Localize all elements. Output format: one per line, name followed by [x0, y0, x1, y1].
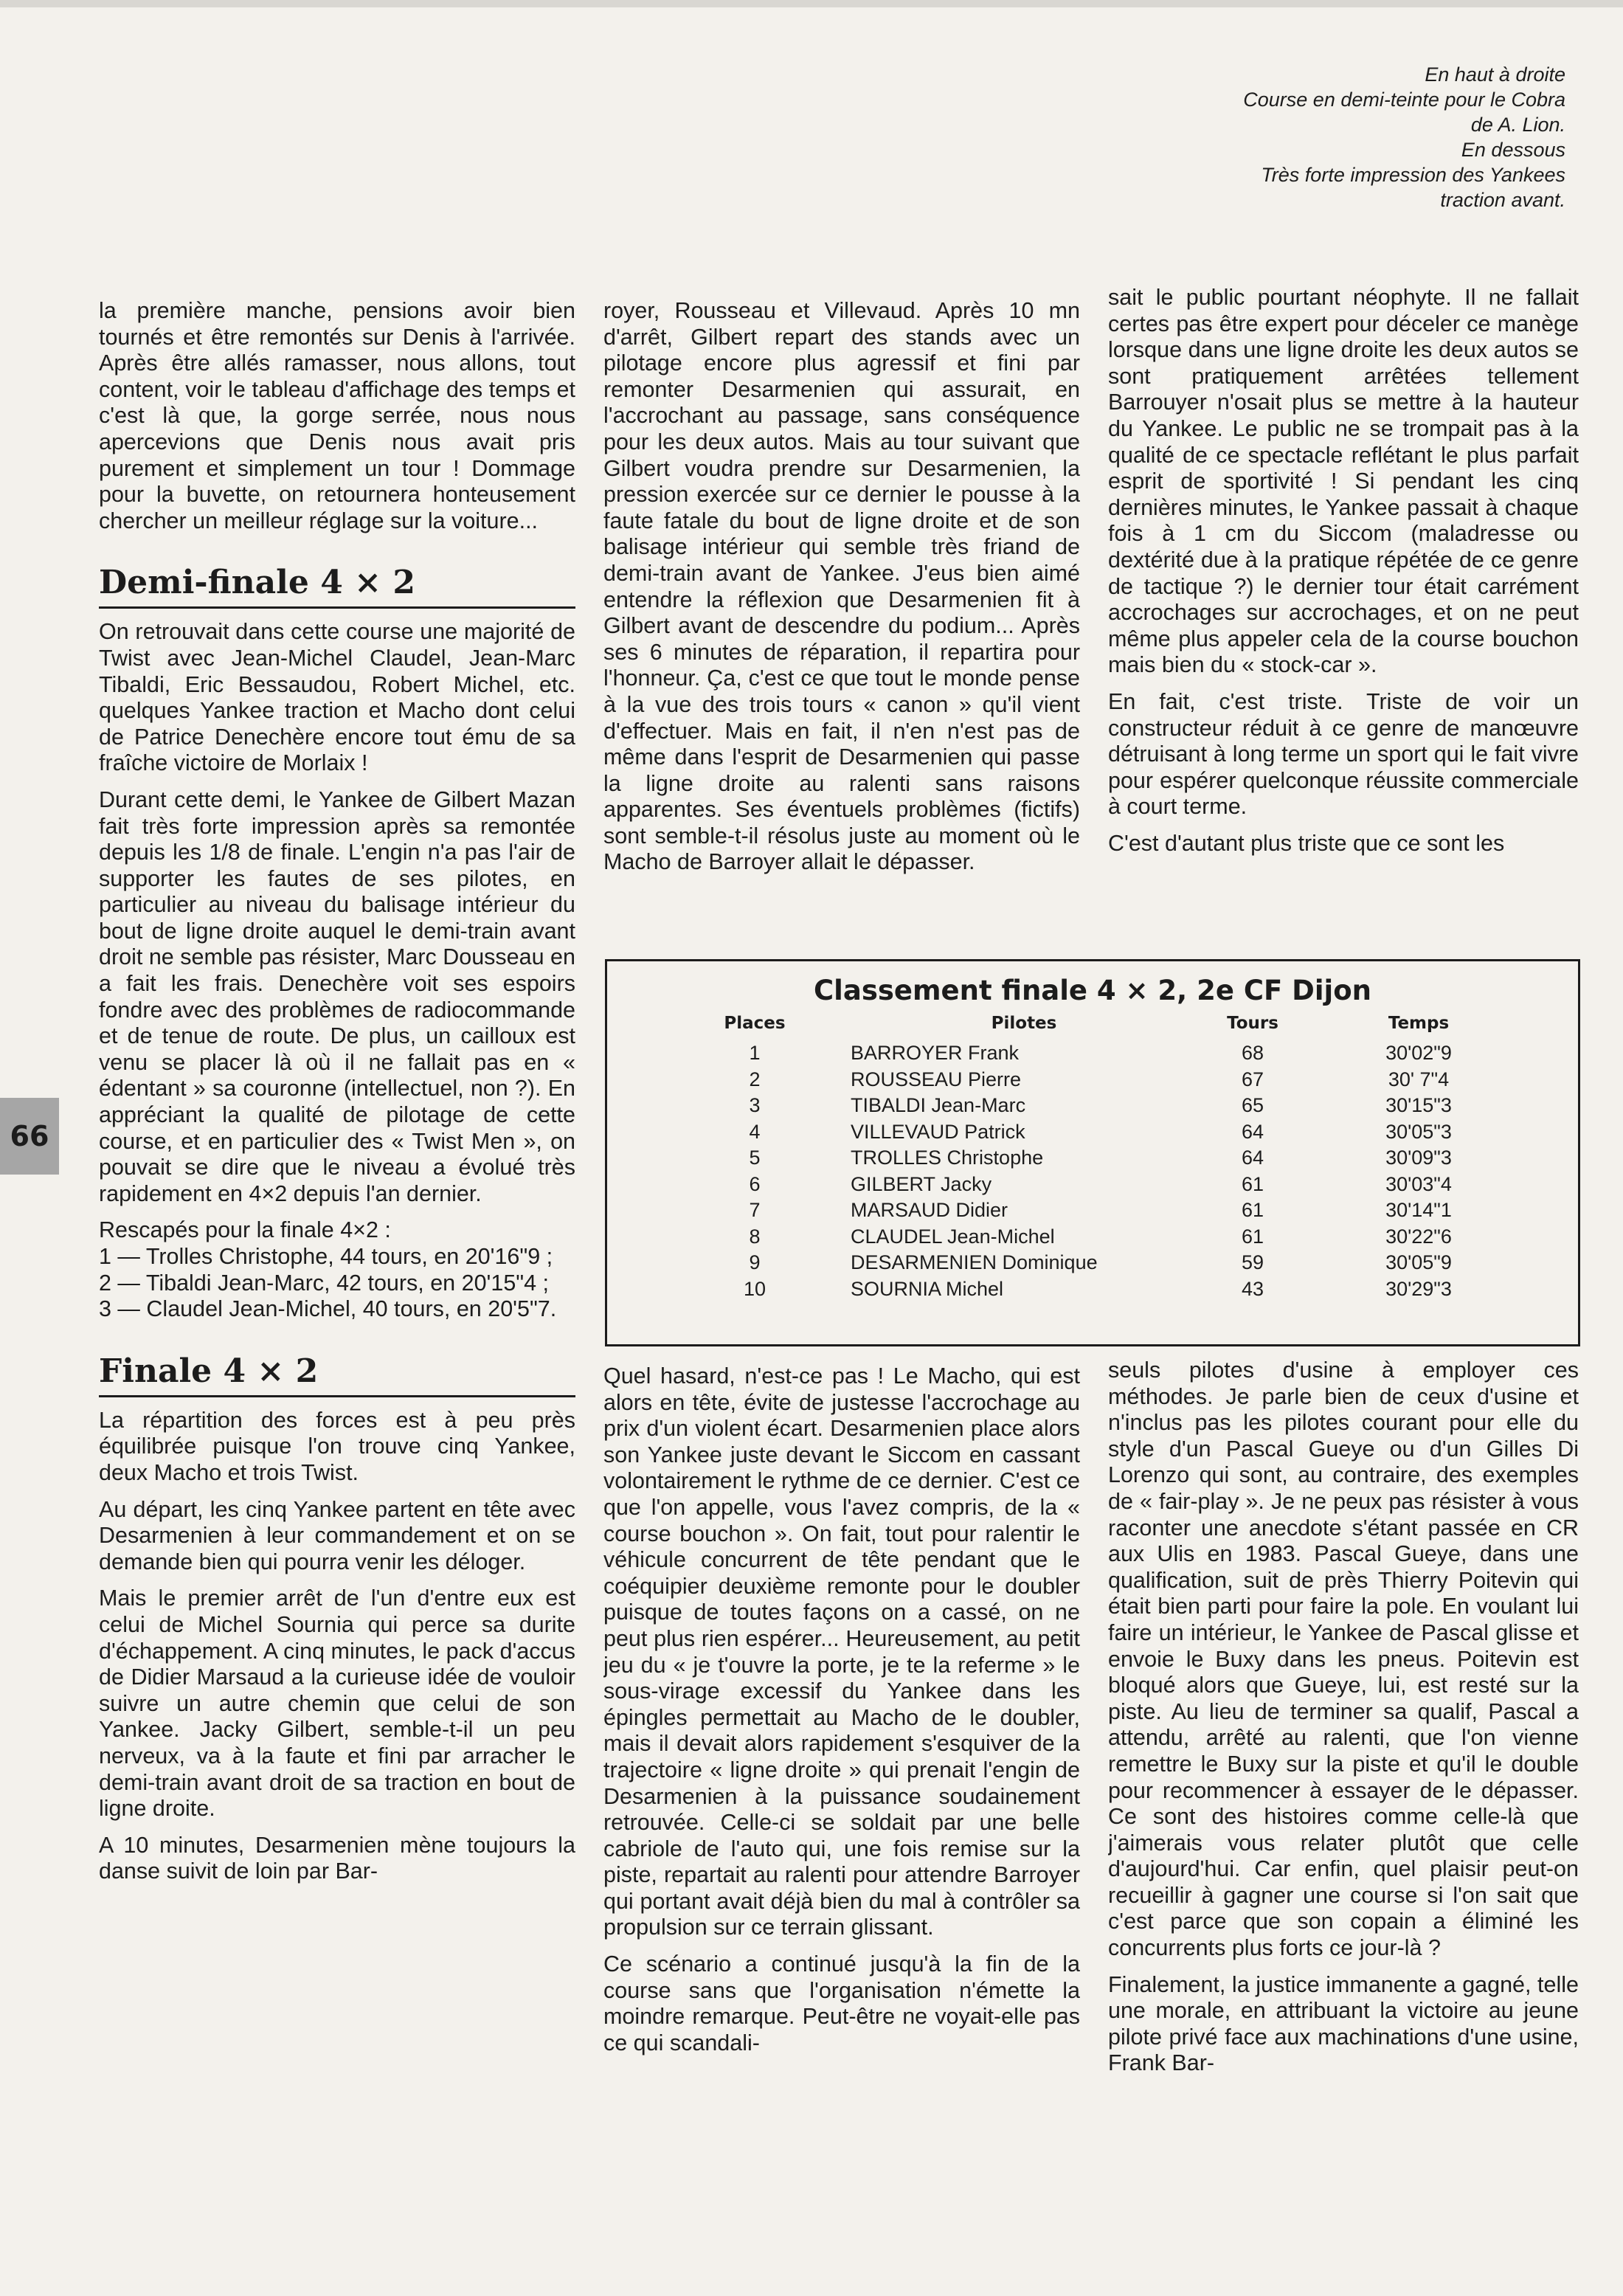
- table-row: [681, 1276, 1529, 1303]
- cell-place: 4: [749, 1120, 761, 1143]
- table-row: [681, 1224, 1529, 1251]
- table-row: [681, 1093, 1529, 1119]
- cell-time: 30'05"3: [1385, 1120, 1452, 1143]
- cell-laps: 59: [1241, 1251, 1264, 1273]
- table-row: [681, 1250, 1529, 1276]
- cell-place: 5: [749, 1147, 761, 1169]
- cell-time: 30'02"9: [1385, 1042, 1452, 1064]
- paragraph: Quel hasard, n'est-ce pas ! Le Macho, qui est alors en tête, évite de justesse l'accrochage au prix d'un violent écart. Desarmenien place alors son Yankee juste devant le Siccom en cassant volontairement le rythme de ce dernier. C'est ce que l'on appelle, vous l'avez compris, de la « course bouchon ». On fait, tout pour ralentir le véhicule concurrent de tête pendant que le coéquipier deuxième remonte pour le doubler puisque de toutes façons on a cassé, on ne peut plus rien espérer... Heureusement, au petit jeu du « je t'ouvre la porte, je te la referme » le sous-virage excessif du Yankee dans les épingles permettait au Macho de le doubler, mais il devait alors rapidement s'esquiver de la trajectoire « ligne droite » qui prenait l'engin de Desarmenien à la puissance soudainement retrouvée. Celle-ci se soldait par une belle cabriole de l'auto qui, une fois remise sur la piste, repartait au ralenti pour attendre Barroyer qui portant avait déjà bien du mal à contrôler sa propulsion sur ce terrain glissant.: [603, 1363, 1080, 1940]
- rescapes-list: [99, 1244, 575, 1323]
- paragraph: C'est d'autant plus triste que ce sont les: [1108, 830, 1505, 856]
- paragraph: Rescapés pour la finale 4×2 :: [99, 1217, 391, 1243]
- header-tours: Tours: [1227, 1014, 1278, 1033]
- caption-line: En dessous: [1461, 139, 1565, 161]
- cell-pilot: SOURNIA Michel: [851, 1277, 1004, 1300]
- cell-time: 30'29"3: [1385, 1277, 1452, 1300]
- cell-laps: 68: [1241, 1042, 1264, 1064]
- paragraph: Mais le premier arrêt de l'un d'entre eux est celui de Michel Sournia qui perce sa durite d'échappement. A cinq minutes, le pack d'accus de Didier Marsaud a la curieuse idée de vouloir suivre un autre chemin que celui de son Yankee. Jacky Gilbert, semble-t-il un peu nerveux, va à la faute et fini par arracher le demi-train avant droit de sa traction en bout de ligne droite.: [99, 1586, 575, 1822]
- cell-time: 30'09"3: [1385, 1147, 1452, 1169]
- caption-line: Course en demi-teinte pour le Cobra: [1243, 89, 1565, 111]
- cell-pilot: DESARMENIEN Dominique: [851, 1251, 1098, 1273]
- table-row: [681, 1145, 1529, 1172]
- cell-place: 6: [749, 1172, 761, 1195]
- cell-laps: 61: [1241, 1172, 1264, 1195]
- page-number-tab: [0, 1098, 59, 1175]
- table-row: [681, 1040, 1529, 1067]
- list-item: 3 — Claudel Jean-Michel, 40 tours, en 20'5"7.: [99, 1296, 557, 1322]
- paragraph: seuls pilotes d'usine à employer ces méthodes. Je parle bien de ceux d'usine et n'inclus pas les pilotes courant pour elle du style d'un Pascal Gueye ou d'un Gilles Di Lorenzo qui sont, au contraire, des exemples de « fair-play ». Je ne peux pas résister à vous raconter une anecdote s'étant passée en CR aux Ulis en 1983. Pascal Gueye, dans une qualification, suit de près Thierry Poitevin qui était bien parti pour faire la pole. En voulant lui faire un intérieur, le Yankee de Pascal glisse et envoie le Buxy dans les pneus. Poitevin est bloqué alors que Gueye, lui, est resté sur la piste. Au lieu de terminer sa qualif, Pascal a attendu, arrêté au ralenti, que l'on vienne remettre le Buxy sur la piste et qu'il le double pour recommencer à essayer de le dépasser. Ce sont des histoires comme celle-là que j'aimerais vous relater plutôt que celle d'aujourd'hui. Car enfin, quel plaisir peut-on recueillir à gagner une course si l'on sait que c'est parce que son copain a éliminé les concurrents plus forts ce jour-là ?: [1108, 1358, 1579, 1961]
- paragraph: Durant cette demi, le Yankee de Gilbert Mazan fait très forte impression après sa remontée depuis les 1/8 de finale. L'engin n'a pas l'air de supporter les fautes de ses pilotes, en particulier au niveau du balisage intérieur du bout de ligne droite auquel le demi-train avant droit ne semble pas résister, Marc Dousseau en a fait les frais. Denechère voit ses espoirs fondre avec des problèmes de radiocommande et de tenue de route. De plus, un cailloux est venu se placer là où il ne fallait pas en « édentant » sa couronne (intellectuel, non ?). En appréciant la qualité de pilotage de cette course, et en particulier des « Twist Men », on pouvait se dire que le niveau a évolué très rapidement en 4×2 depuis l'an dernier.: [99, 786, 575, 1206]
- cell-laps: 64: [1241, 1147, 1264, 1169]
- cell-pilot: TIBALDI Jean-Marc: [851, 1094, 1026, 1116]
- header-places: Places: [724, 1014, 786, 1033]
- paragraph: On retrouvait dans cette course une majorité de Twist avec Jean-Michel Claudel, Jean-Marc Tibaldi, Eric Bessaudou, Robert Michel, etc. quelques Yankee traction et Macho dont celui de Patrice Denechère encore tout ému de sa fraîche victoire de Morlaix !: [99, 619, 575, 776]
- paragraph: la première manche, pensions avoir bien tournés et être remontés sur Denis à l'arrivée. Après être allés ramasser, nous allons, tout content, voir le tableau d'affichage des temps et c'est là que, la gorge serrée, nous nous apercevions que Denis nous avait pris purement et simplement un tour ! Dommage pour la buvette, on retournera honteusement chercher un meilleur réglage sur la voiture...: [99, 298, 575, 533]
- paragraph: royer, Rousseau et Villevaud. Après 10 mn d'arrêt, Gilbert repart des stands avec un pilotage encore plus agressif et fini par remonter Desarmenien qui assurait, en l'accrochant au passage, sans conséquence pour les deux autos. Mais au tour suivant que Gilbert voudra prendre sur Desarmenien, la pression exercée sur ce dernier le pousse à la faute fatale du bout de ligne droite et de son balisage intérieur qui semble très friand de demi-train avant de Yankee. J'eus bien aimé entendre la réflexion que Desarmenien fit à Gilbert avant de descendre du podium... Après ses 6 minutes de réparation, il repartira pour l'honneur. Ça, c'est ce que tout le monde pense à la vue des trois tours « canon » qu'il vient d'effectuer. Mais en fait, il n'en n'est pas de même dans l'esprit de Desarmenien qui passe la ligne droite au ralenti sans raisons apparentes. Ses éventuels problèmes (fictifs) sont semble-t-il résolus juste au moment où le Macho de Barroyer allait le dépasser.: [603, 298, 1080, 875]
- cell-place: 2: [749, 1068, 761, 1090]
- list-item: 1 — Trolles Christophe, 44 tours, en 20'16"9 ;: [99, 1244, 553, 1269]
- table-row: [681, 1119, 1529, 1146]
- paragraph: A 10 minutes, Desarmenien mène toujours la danse suivit de loin par Bar-: [99, 1832, 575, 1884]
- page-number: 66: [10, 1120, 49, 1152]
- results-table: [681, 1014, 1529, 1302]
- article-column-1: [99, 298, 575, 2165]
- article-column-2-top: [603, 298, 1080, 947]
- cell-pilot: BARROYER Frank: [851, 1042, 1020, 1064]
- caption-line: de A. Lion.: [1470, 114, 1565, 136]
- cell-laps: 61: [1241, 1225, 1264, 1248]
- table-row: [681, 1197, 1529, 1224]
- cell-place: 3: [749, 1094, 761, 1116]
- header-pilotes: Pilotes: [991, 1014, 1057, 1033]
- cell-place: 9: [749, 1251, 761, 1273]
- caption-line: traction avant.: [1440, 189, 1565, 211]
- paragraph: sait le public pourtant néophyte. Il ne fallait certes pas être expert pour déceler ce manège lorsque dans une ligne droite les deux autos se sont pratiquement arrêtées tellement Barrouyer n'osait plus se mettre à la hauteur du Yankee. Le public ne se trompait pas à la qualité de ce spectacle reflétant le plus parfait esprit de sportivité ! Si pendant les cinq dernières minutes, le Yankee passait à chaque fois à 1 cm du Siccom (maladresse ou dextérité due à la pratique répétée de ce genre de tactique ?) le dernier tour était carrément accrochages sur accrochages, et on ne peut même plus appeler cela de la course bouchon mais bien du « stock-car ».: [1108, 285, 1579, 678]
- paragraph: En fait, c'est triste. Triste de voir un constructeur réduit à ce genre de manœuvre détruisant à long terme un sport qui le fait vivre pour espérer quelconque réussite commerciale à court terme.: [1108, 688, 1579, 820]
- cell-time: 30'03"4: [1385, 1172, 1452, 1195]
- results-table-box: [605, 959, 1580, 1346]
- caption-line: Très forte impression des Yankees: [1261, 164, 1565, 186]
- article-column-2-bottom: [603, 1363, 1080, 2168]
- cell-pilot: ROUSSEAU Pierre: [851, 1068, 1022, 1090]
- cell-time: 30'15"3: [1385, 1094, 1452, 1116]
- cell-laps: 67: [1241, 1068, 1264, 1090]
- results-title: Classement finale 4 × 2, 2e CF Dijon: [814, 975, 1371, 1006]
- cell-pilot: TROLLES Christophe: [851, 1147, 1044, 1169]
- cell-pilot: MARSAUD Didier: [851, 1199, 1008, 1221]
- cell-laps: 61: [1241, 1199, 1264, 1221]
- cell-time: 30'14"1: [1385, 1199, 1452, 1221]
- cell-place: 8: [749, 1225, 761, 1248]
- table-header-row: [681, 1014, 1529, 1040]
- cell-time: 30' 7"4: [1388, 1068, 1450, 1090]
- cell-pilot: GILBERT Jacky: [851, 1172, 992, 1195]
- cell-pilot: CLAUDEL Jean-Michel: [851, 1225, 1055, 1248]
- paragraph: Au départ, les cinq Yankee partent en tête avec Desarmenien à leur commandement et on se demande bien qui pourra venir les déloger.: [99, 1496, 575, 1574]
- table-row: [681, 1067, 1529, 1093]
- cell-place: 7: [749, 1199, 761, 1221]
- cell-place: 10: [743, 1277, 766, 1300]
- paragraph: La répartition des forces est à peu près équilibrée puisque l'on trouve cinq Yankee, deux Macho et trois Twist.: [99, 1407, 575, 1485]
- cell-laps: 43: [1241, 1277, 1264, 1300]
- cell-time: 30'05"9: [1385, 1251, 1452, 1273]
- section-heading-finale: Finale 4 × 2: [99, 1352, 575, 1397]
- section-heading-demi-finale: Demi-finale 4 × 2: [99, 564, 575, 609]
- scan-top-edge: [0, 0, 1623, 7]
- cell-laps: 64: [1241, 1120, 1264, 1143]
- cell-place: 1: [749, 1042, 761, 1064]
- header-temps: Temps: [1388, 1014, 1450, 1033]
- list-item: 2 — Tibaldi Jean-Marc, 42 tours, en 20'15"4 ;: [99, 1270, 550, 1296]
- cell-laps: 65: [1241, 1094, 1264, 1116]
- paragraph: Finalement, la justice immanente a gagné, telle une morale, en attribuant la victoire au jeune pilote privé face aux machinations d'une usine, Frank Bar-: [1108, 1971, 1579, 2076]
- caption-line: En haut à droite: [1425, 63, 1565, 86]
- cell-pilot: VILLEVAUD Patrick: [851, 1120, 1025, 1143]
- paragraph: Ce scénario a continué jusqu'à la fin de la course sans que l'organisation n'émette la moindre remarque. Peut-être ne voyait-elle pas ce qui scandali-: [603, 1951, 1080, 2055]
- article-column-3-top: [1108, 285, 1579, 949]
- photo-caption: [1049, 62, 1565, 212]
- table-row: [681, 1172, 1529, 1198]
- article-column-3-bottom: [1108, 1358, 1579, 2169]
- cell-time: 30'22"6: [1385, 1225, 1452, 1248]
